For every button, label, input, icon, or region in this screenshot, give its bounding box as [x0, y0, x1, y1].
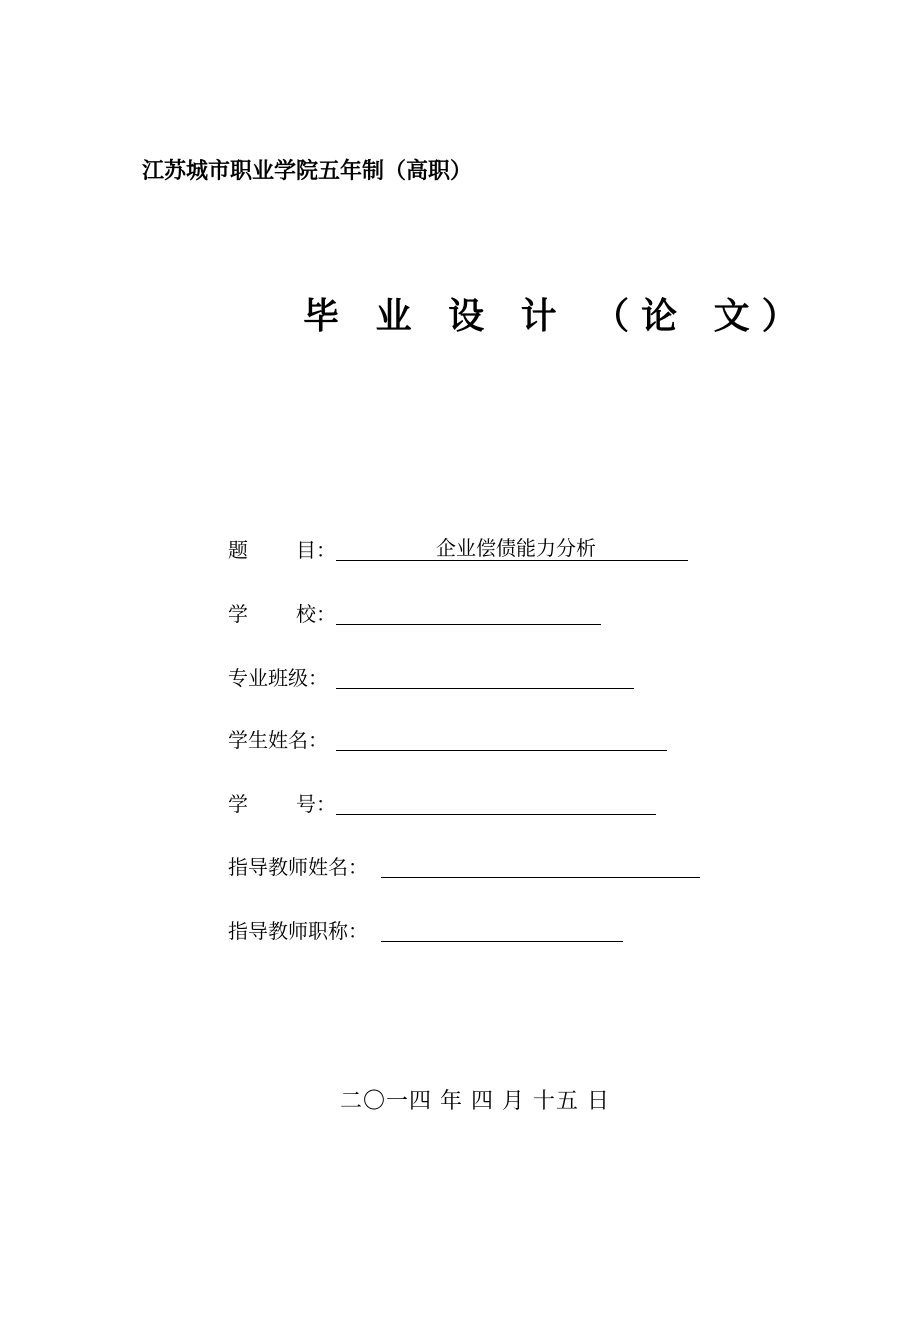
school-line[interactable]	[336, 600, 601, 625]
submission-date: 二〇一四 年 四 月 十五 日	[340, 1089, 610, 1114]
advisor-name-label: 指导教师姓名：	[228, 855, 368, 879]
school-field	[228, 596, 601, 626]
student-id-field	[228, 786, 656, 816]
topic-line[interactable]	[336, 536, 688, 561]
advisor-title-line[interactable]	[381, 917, 623, 942]
student-id-label: 学 号：	[228, 792, 336, 816]
topic-value: 企业偿债能力分析	[436, 536, 596, 560]
student-name-line[interactable]	[336, 726, 667, 751]
major-class-line[interactable]	[336, 664, 634, 689]
student-name-label: 学生姓名：	[228, 728, 328, 752]
student-id-line[interactable]	[336, 790, 656, 815]
document-title: 毕 业 设 计 （论 文）	[303, 295, 810, 337]
advisor-name-field	[228, 849, 700, 879]
institution-name: 江苏城市职业学院五年制（高职）	[142, 158, 473, 184]
student-name-field	[228, 722, 667, 752]
topic-field	[228, 532, 688, 562]
topic-label: 题 目：	[228, 538, 336, 562]
advisor-name-line[interactable]	[381, 853, 700, 878]
advisor-title-field	[228, 913, 623, 943]
school-label: 学 校：	[228, 602, 336, 626]
major-class-label: 专业班级：	[228, 666, 328, 690]
major-class-field	[228, 660, 634, 690]
advisor-title-label: 指导教师职称：	[228, 919, 368, 943]
